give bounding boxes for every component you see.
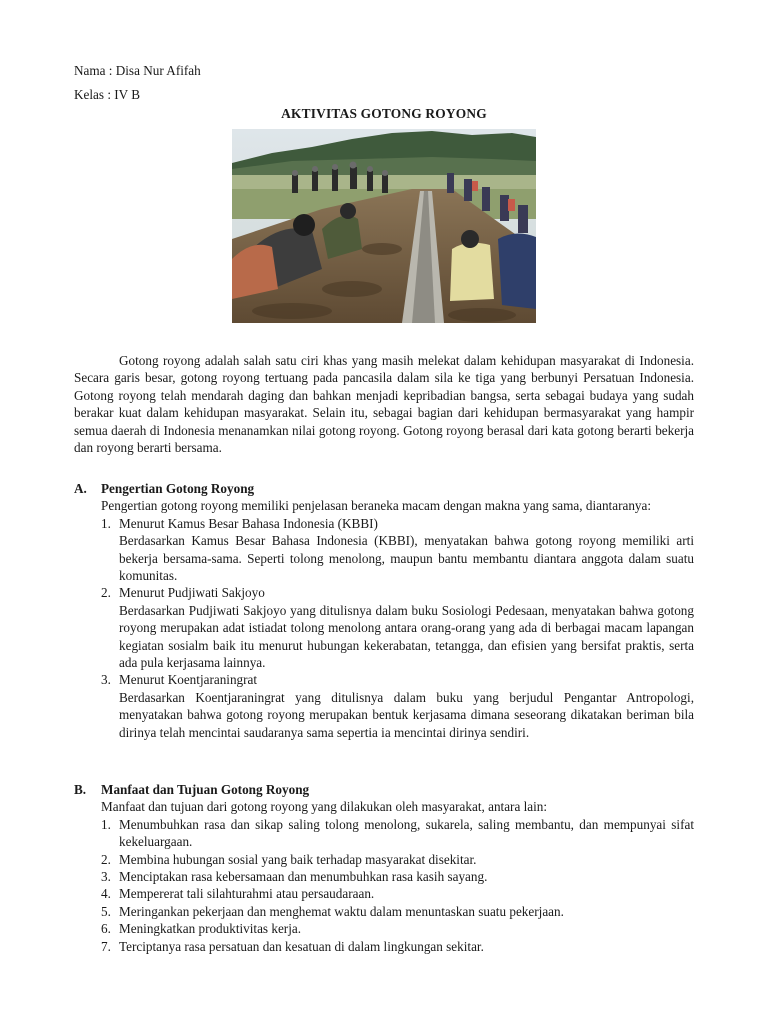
item-number: 1.: [101, 816, 111, 832]
benefit-item: [101, 868, 694, 885]
item-number: 1.: [101, 515, 111, 531]
definition-title: Menurut Pudjiwati Sakjoyo: [119, 585, 265, 601]
benefit-list: [74, 816, 694, 955]
definition-item: [101, 515, 694, 585]
intro-text: Gotong royong adalah salah satu ciri khas yang masih melekat dalam kehidupan masyarakat di Indonesia. Secara garis besar, gotong royong tertuang pada pancasila dalam sila ke tiga yang berbunyi Persatuan Indonesia. Gotong royong telah mendarah daging dan bahkan menjadi kepribadian bangsa, serta sebagai budaya yang sudah berakar kuat dalam kehidupan masyarakat. Selain itu, sebagai bagian dari kehidupan bermasyarakat yang hampir semua daerah di Indonesia menanamkan nilai gotong royong. Gotong royong berasal dari kata gotong berarti bekerja dan royong berarti bersama.: [74, 353, 694, 456]
benefit-text: Terciptanya rasa persatuan dan kesatuan di dalam lingkungan sekitar.: [119, 938, 484, 954]
section-b-title: Manfaat dan Tujuan Gotong Royong: [101, 782, 310, 797]
intro-paragraph: [74, 352, 694, 456]
section-b-lead: Manfaat dan tujuan dari gotong royong yang dilakukan oleh masyarakat, antara lain:: [101, 799, 548, 815]
definition-title: Menurut Koentjaraningrat: [119, 672, 258, 688]
item-number: 4.: [101, 886, 111, 902]
definition-body: Berdasarkan Koentjaraningrat yang ditulisnya dalam buku yang berjudul Pengantar Antropologi, menyatakan bahwa gotong royong merupakan bentuk kerjasama dimana seseorang dikatakan beriman bila dirinya telah mencintai saudaranya sama sepertia ia mencintai dirinya sendiri.: [119, 689, 694, 740]
benefit-item: [101, 851, 694, 868]
benefit-item: [101, 816, 694, 851]
document-title: AKTIVITAS GOTONG ROYONG: [281, 106, 487, 121]
section-a-heading: [74, 480, 694, 497]
gotong-royong-photo: [232, 129, 536, 323]
item-number: 6.: [101, 921, 111, 937]
definition-item: [101, 584, 694, 671]
definition-body: Berdasarkan Kamus Besar Bahasa Indonesia (KBBI), menyatakan bahwa gotong royong memiliki arti bekerja bersama-sama. Seperti tolong menolong, maupun bantu membantu diantara anggota dalam suatu komunitas.: [119, 533, 694, 584]
section-a-title: Pengertian Gotong Royong: [101, 481, 255, 496]
section-a-lead: Pengertian gotong royong memiliki penjelasan beraneka macam dengan makna yang sama, diantaranya:: [101, 498, 652, 514]
benefit-text: Menumbuhkan rasa dan sikap saling tolong menolong, sukarela, saling membantu, dan mempunyai sifat kekeluargaan.: [119, 816, 694, 850]
benefit-text: Mempererat tali silahturahmi atau persaudaraan.: [119, 886, 375, 902]
benefit-text: Meningkatkan produktivitas kerja.: [119, 921, 302, 937]
item-number: 2.: [101, 585, 111, 601]
item-number: 7.: [101, 938, 111, 954]
student-name: Nama : Disa Nur Afifah: [74, 63, 201, 78]
definition-item: [101, 671, 694, 741]
benefit-text: Membina hubungan sosial yang baik terhadap masyarakat disekitar.: [119, 851, 477, 867]
student-class: Kelas : IV B: [74, 87, 141, 102]
section-b: [74, 781, 694, 955]
section-a-letter: A.: [74, 481, 87, 496]
section-a-body: [101, 497, 694, 741]
item-number: 2.: [101, 851, 111, 867]
benefit-text: Menciptakan rasa kebersamaan dan menumbuhkan rasa kasih sayang.: [119, 869, 488, 885]
item-number: 3.: [101, 869, 111, 885]
section-b-heading: [74, 781, 694, 798]
benefit-item: [101, 920, 694, 937]
benefit-item: [101, 903, 694, 920]
section-b-letter: B.: [74, 782, 87, 797]
benefit-text: Meringankan pekerjaan dan menghemat waktu dalam menuntaskan suatu pekerjaan.: [119, 903, 564, 919]
item-number: 5.: [101, 903, 111, 919]
definition-body: Berdasarkan Pudjiwati Sakjoyo yang ditulisnya dalam buku Sosiologi Pedesaan, menyatakan bahwa gotong royong merupakan adat istiadat tolong menolong antara orang-orang yang ada di berbagai macam lapangan kegiatan sosialm baik itu menurut hubungan kekerabatan, tetangga, dan efisien yang bersifat praktis, serta ada pula kerjasama lainnya.: [119, 602, 694, 671]
section-b-body: [101, 798, 694, 815]
benefit-item: [101, 885, 694, 902]
item-number: 3.: [101, 672, 111, 688]
benefit-item: [101, 938, 694, 955]
section-a: [74, 480, 694, 741]
definition-title: Menurut Kamus Besar Bahasa Indonesia (KBBI): [119, 515, 378, 531]
